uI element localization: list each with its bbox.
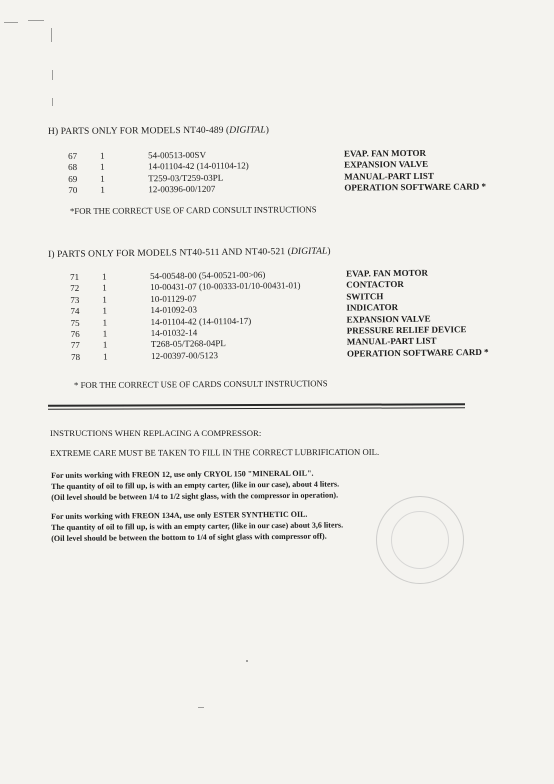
freon134a-paragraph xyxy=(51,508,343,544)
compressor-warning: EXTREME CARE MUST BE TAKEN TO FILL IN THE CORRECT LUBRIFICATION OIL. xyxy=(50,446,380,458)
faint-stamp xyxy=(376,496,464,584)
part-code: 10-01129-07 xyxy=(150,293,197,304)
part-description: MANUAL-PART LIST xyxy=(346,335,437,347)
paragraph-line: The quantity of oil to fill up, is with an empty carter, (like in our case), about 4 liters. xyxy=(51,479,340,491)
part-number: 74 xyxy=(70,306,80,317)
scan-mark xyxy=(28,20,44,21)
section-h-title-suffix: ) xyxy=(265,125,270,136)
scan-mark xyxy=(52,98,53,106)
part-description: INDICATOR xyxy=(346,302,399,313)
scan-mark xyxy=(198,707,204,708)
freon12-paragraph xyxy=(51,467,339,503)
part-description: OPERATION SOFTWARE CARD * xyxy=(344,181,486,193)
part-number: 71 xyxy=(70,271,80,282)
part-code: 54-00513-00SV xyxy=(147,149,207,161)
part-code: T259-03/T259-03PL xyxy=(148,172,224,184)
section-h-model-type: DIGITAL xyxy=(229,125,266,136)
part-quantity: 1 xyxy=(102,294,107,305)
section-i-title xyxy=(48,247,331,260)
part-quantity: 1 xyxy=(102,282,107,293)
stamp-inner-ring xyxy=(391,511,449,569)
paragraph-line: (Oil level should be between 1/4 to 1/2 sight glass, with the compressor in operation). xyxy=(51,490,339,502)
part-description: EXPANSION VALVE xyxy=(346,313,431,325)
part-description: SWITCH xyxy=(346,290,384,302)
part-quantity: 1 xyxy=(101,271,107,282)
part-quantity: 1 xyxy=(102,305,108,316)
section-h-parts-list xyxy=(68,147,508,196)
part-description: OPERATION SOFTWARE CARD * xyxy=(346,346,489,359)
paragraph-line: For units working with FREON 12, use only CRYOL 150 "MINERAL OIL". xyxy=(51,468,314,480)
divider xyxy=(48,403,465,406)
part-number: 75 xyxy=(70,317,80,328)
section-i-title-prefix: I) PARTS ONLY FOR MODELS NT40-511 AND NT40-521 ( xyxy=(48,247,292,260)
part-number: 70 xyxy=(68,185,78,196)
part-code: 14-01092-03 xyxy=(150,304,198,316)
part-quantity: 1 xyxy=(100,162,105,173)
section-h-note: *FOR THE CORRECT USE OF CARD CONSULT INSTRUCTIONS xyxy=(70,204,317,216)
part-code: 14-01104-42 (14-01104-12) xyxy=(148,160,249,172)
compressor-heading: INSTRUCTIONS WHEN REPLACING A COMPRESSOR: xyxy=(50,428,262,438)
part-number: 67 xyxy=(68,150,78,161)
part-code: 54-00548-00 (54-00521-00>06) xyxy=(149,269,266,282)
part-quantity: 1 xyxy=(102,328,108,339)
part-quantity: 1 xyxy=(102,317,108,328)
section-i-note: * FOR THE CORRECT USE OF CARDS CONSULT INSTRUCTIONS xyxy=(74,378,328,390)
section-h-title-prefix: H) PARTS ONLY FOR MODELS NT40-489 ( xyxy=(48,125,230,137)
part-description: EXPANSION VALVE xyxy=(344,159,429,170)
section-i-parts-list xyxy=(70,267,511,363)
section-h-title xyxy=(48,125,269,137)
part-quantity: 1 xyxy=(102,351,108,362)
part-quantity: 1 xyxy=(100,173,105,184)
part-number: 73 xyxy=(70,294,80,305)
paragraph-line: (Oil level should be between the bottom to 1/4 of sight glass with compressor off). xyxy=(51,531,327,543)
part-description: EVAP. FAN MOTOR xyxy=(343,147,427,159)
part-number: 76 xyxy=(70,328,80,339)
part-description: PRESSURE RELIEF DEVICE xyxy=(346,324,467,336)
part-number: 69 xyxy=(68,173,78,184)
scan-mark xyxy=(52,70,53,80)
scan-mark xyxy=(4,22,18,23)
part-code: 10-00431-07 (10-00333-01/10-00431-01) xyxy=(150,280,301,293)
part-description: EVAP. FAN MOTOR xyxy=(345,267,429,279)
parts-row xyxy=(68,181,508,196)
scan-mark xyxy=(51,28,52,42)
part-number: 77 xyxy=(70,340,80,351)
part-code: 14-01032-14 xyxy=(150,327,198,338)
part-quantity: 1 xyxy=(102,339,108,350)
paragraph-line: For units working with FREON 134A, use only ESTER SYNTHETIC OIL. xyxy=(51,509,308,521)
part-code: 12-00397-00/5123 xyxy=(150,349,219,361)
scan-mark xyxy=(246,660,248,662)
part-quantity: 1 xyxy=(99,150,105,161)
part-code: 12-00396-00/1207 xyxy=(148,183,216,195)
part-description: MANUAL-PART LIST xyxy=(344,170,434,182)
part-code: 14-01104-42 (14-01104-17) xyxy=(150,315,252,327)
paragraph-line: The quantity of oil to fill up, is with an empty carter, (like in our case) about 3,6 liters. xyxy=(51,520,344,532)
part-number: 68 xyxy=(68,162,78,173)
section-i-title-suffix: ) xyxy=(327,246,331,257)
divider xyxy=(48,407,465,409)
section-i-model-type: DIGITAL xyxy=(290,246,328,258)
part-quantity: 1 xyxy=(100,184,105,195)
part-description: CONTACTOR xyxy=(346,279,404,291)
part-number: 72 xyxy=(70,283,80,294)
part-number: 78 xyxy=(70,351,81,362)
part-code: T268-05/T268-04PL xyxy=(150,338,226,350)
